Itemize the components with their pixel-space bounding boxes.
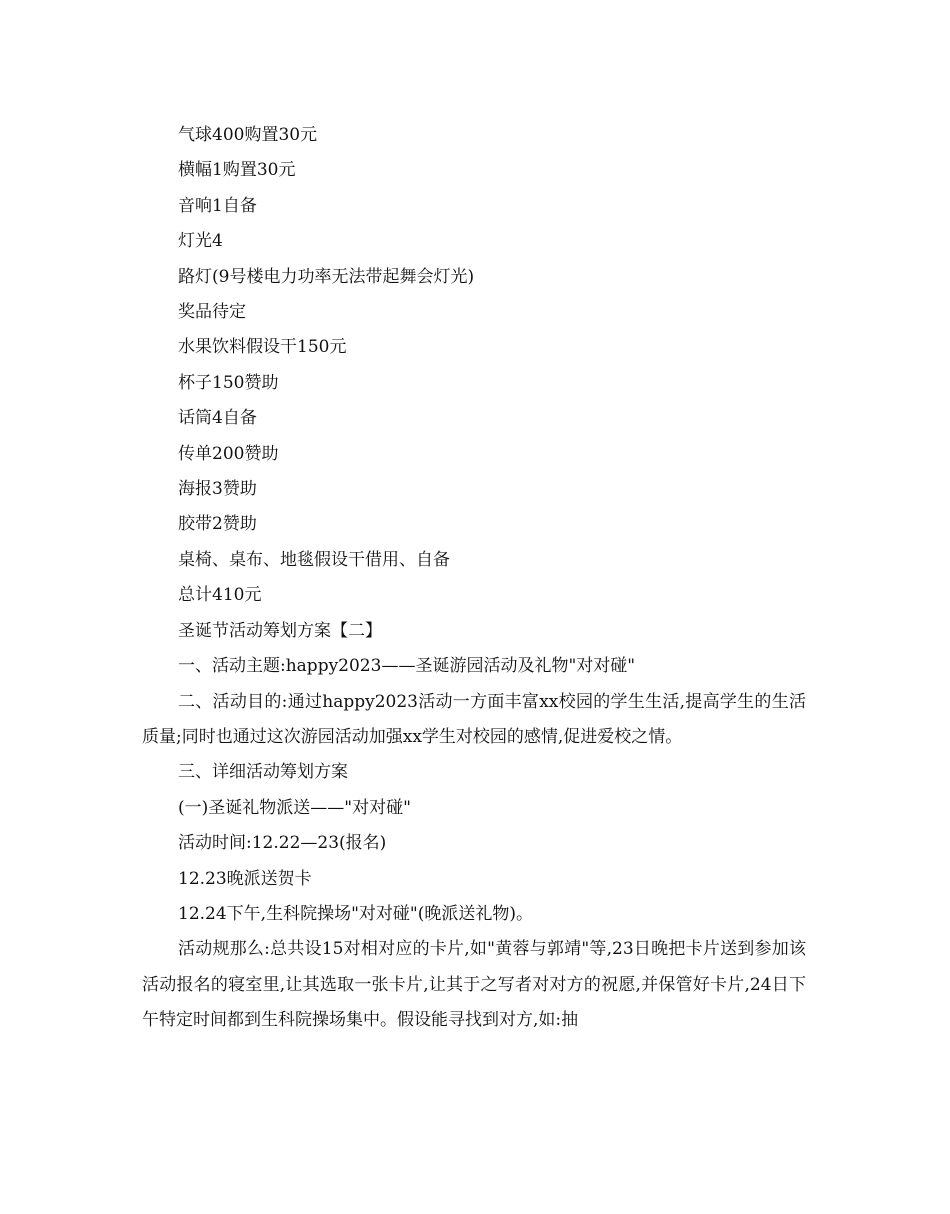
budget-item: 杯子150赞助 — [178, 372, 279, 393]
sub-heading: (一)圣诞礼物派送——"对对碰" — [178, 797, 411, 818]
budget-item: 水果饮料假设干150元 — [178, 337, 347, 358]
budget-item: 传单200赞助 — [178, 443, 279, 464]
budget-item: 海报3赞助 — [178, 479, 257, 500]
document-body — [142, 118, 806, 1039]
budget-item: 路灯(9号楼电力功率无法带起舞会灯光) — [178, 266, 475, 287]
budget-item: 胶带2赞助 — [178, 514, 257, 535]
activity-time-2: 12.23晚派送贺卡 — [178, 868, 312, 889]
budget-total: 总计410元 — [178, 585, 262, 606]
budget-item: 音响1自备 — [178, 195, 257, 216]
activity-time-3: 12.24下午,生科院操场"对对碰"(晚派送礼物)。 — [178, 903, 533, 924]
activity-theme: 一、活动主题:happy2023——圣诞游园活动及礼物"对对碰" — [178, 656, 636, 677]
section-title: 圣诞节活动筹划方案【二】 — [178, 620, 382, 641]
budget-item: 气球400购置30元 — [178, 125, 318, 145]
budget-item: 话筒4自备 — [178, 408, 257, 429]
activity-time: 活动时间:12.22—23(报名) — [178, 833, 387, 854]
budget-item: 奖品待定 — [178, 302, 246, 323]
activity-purpose: 二、活动目的:通过happy2023活动一方面丰富xx校园的学生生活,提高学生的生活质量;同时也通过这次游园活动加强xx学生对校园的感情,促进爱校之情。 — [142, 691, 806, 747]
activity-rules: 活动规那么:总共设15对相对应的卡片,如"黄蓉与郭靖"等,23日晚把卡片送到参加该活动报名的寝室里,让其选取一张卡片,让其于之写者对对方的祝愿,并保管好卡片,24日下午特定时间都到生科院操场集中。假设能寻找到对方,如:抽 — [142, 939, 806, 1031]
plan-heading: 三、详细活动筹划方案 — [178, 762, 348, 783]
budget-item: 横幅1购置30元 — [178, 160, 296, 181]
budget-item: 灯光4 — [178, 231, 223, 252]
budget-item: 桌椅、桌布、地毯假设干借用、自备 — [178, 549, 450, 570]
